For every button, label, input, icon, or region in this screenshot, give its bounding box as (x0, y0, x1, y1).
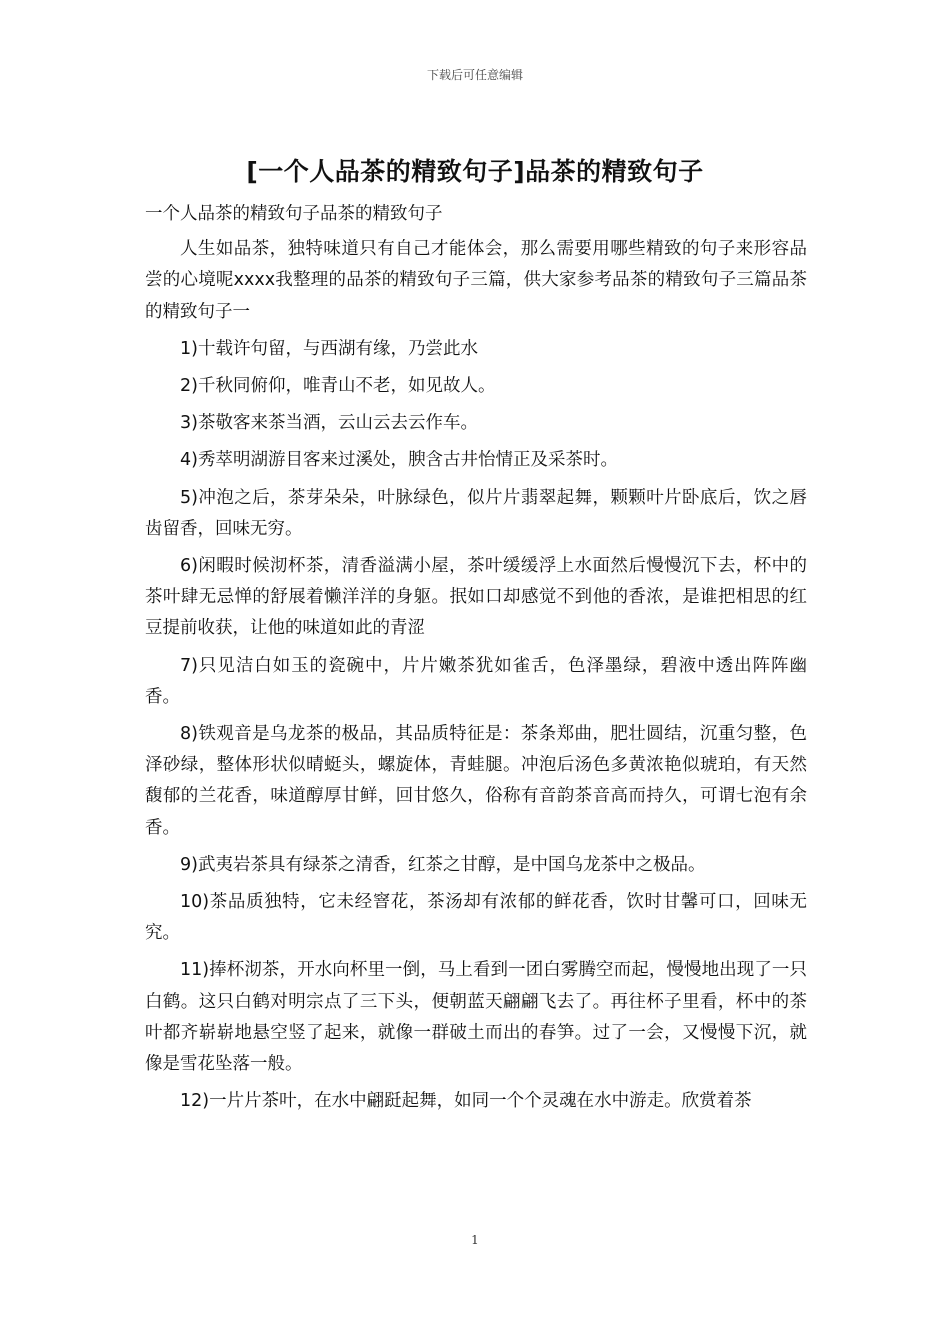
list-item: 12)一片片茶叶，在水中翩跹起舞，如同一个个灵魂在水中游走。欣赏着茶 (180, 1091, 752, 1112)
list-item: 7)只见洁白如玉的瓷碗中，片片嫩茶犹如雀舌，色泽墨绿，碧液中透出阵阵幽香。 (145, 655, 807, 707)
list-item: 9)武夷岩茶具有绿茶之清香，红茶之甘醇，是中国乌龙茶中之极品。 (180, 854, 706, 875)
list-item: 3)茶敬客来茶当酒，云山云去云作车。 (180, 413, 478, 434)
page-number: 1 (471, 1233, 479, 1247)
intro-paragraph: 人生如品茶，独特味道只有自己才能体会，那么需要用哪些精致的句子来形容品尝的心境呢xxxx我整理的品茶的精致句子三篇，供大家参考品茶的精致句子三篇品茶的精致句子一 (145, 239, 807, 322)
list-item: 5)冲泡之后，茶芽朵朵，叶脉绿色，似片片翡翠起舞，颗颗叶片卧底后，饮之唇齿留香，回味无穷。 (145, 487, 807, 539)
document-body (145, 199, 807, 1123)
list-item: 6)闲暇时候沏杯茶，清香溢满小屋，茶叶缓缓浮上水面然后慢慢沉下去，杯中的茶叶肆无忌惮的舒展着懒洋洋的身躯。抿如口却感觉不到他的香浓，是谁把相思的红豆提前收获，让他的味道如此的青涩 (145, 556, 807, 639)
list-item: 11)捧杯沏茶，开水向杯里一倒，马上看到一团白雾腾空而起，慢慢地出现了一只白鹤。这只白鹤对明宗点了三下头，便朝蓝天翩翩飞去了。再往杯子里看，杯中的茶叶都齐崭崭地悬空竖了起来，就像一群破土而出的春笋。过了一会，又慢慢下沉，就像是雪花坠落一般。 (145, 960, 807, 1075)
list-item: 2)千秋同俯仰，唯青山不老，如见故人。 (180, 376, 496, 397)
document-title: [一个人品茶的精致句子]品茶的精致句子 (246, 157, 704, 186)
list-item: 8)铁观音是乌龙茶的极品，其品质特征是：茶条郑曲，肥壮圆结，沉重匀整，色泽砂绿，整体形状似晴蜓头，螺旋体，青蛙腿。冲泡后汤色多黄浓艳似琥珀，有天然馥郁的兰花香，味道醇厚甘鲜，回甘悠久，俗称有音韵茶音高而持久，可谓七泡有余香。 (145, 724, 807, 838)
document-subtitle: 一个人品茶的精致句子品茶的精致句子 (145, 204, 443, 224)
header-note: 下载后可任意编辑 (426, 68, 523, 82)
list-item: 1)十载许句留，与西湖有缘，乃尝此水 (180, 338, 478, 359)
list-item: 10)茶品质独特，它未经窨花，茶汤却有浓郁的鲜花香，饮时甘馨可口，回味无究。 (145, 892, 807, 944)
list-item: 4)秀萃明湖游目客来过溪处，腴含古井怡情正及采茶时。 (180, 450, 618, 471)
